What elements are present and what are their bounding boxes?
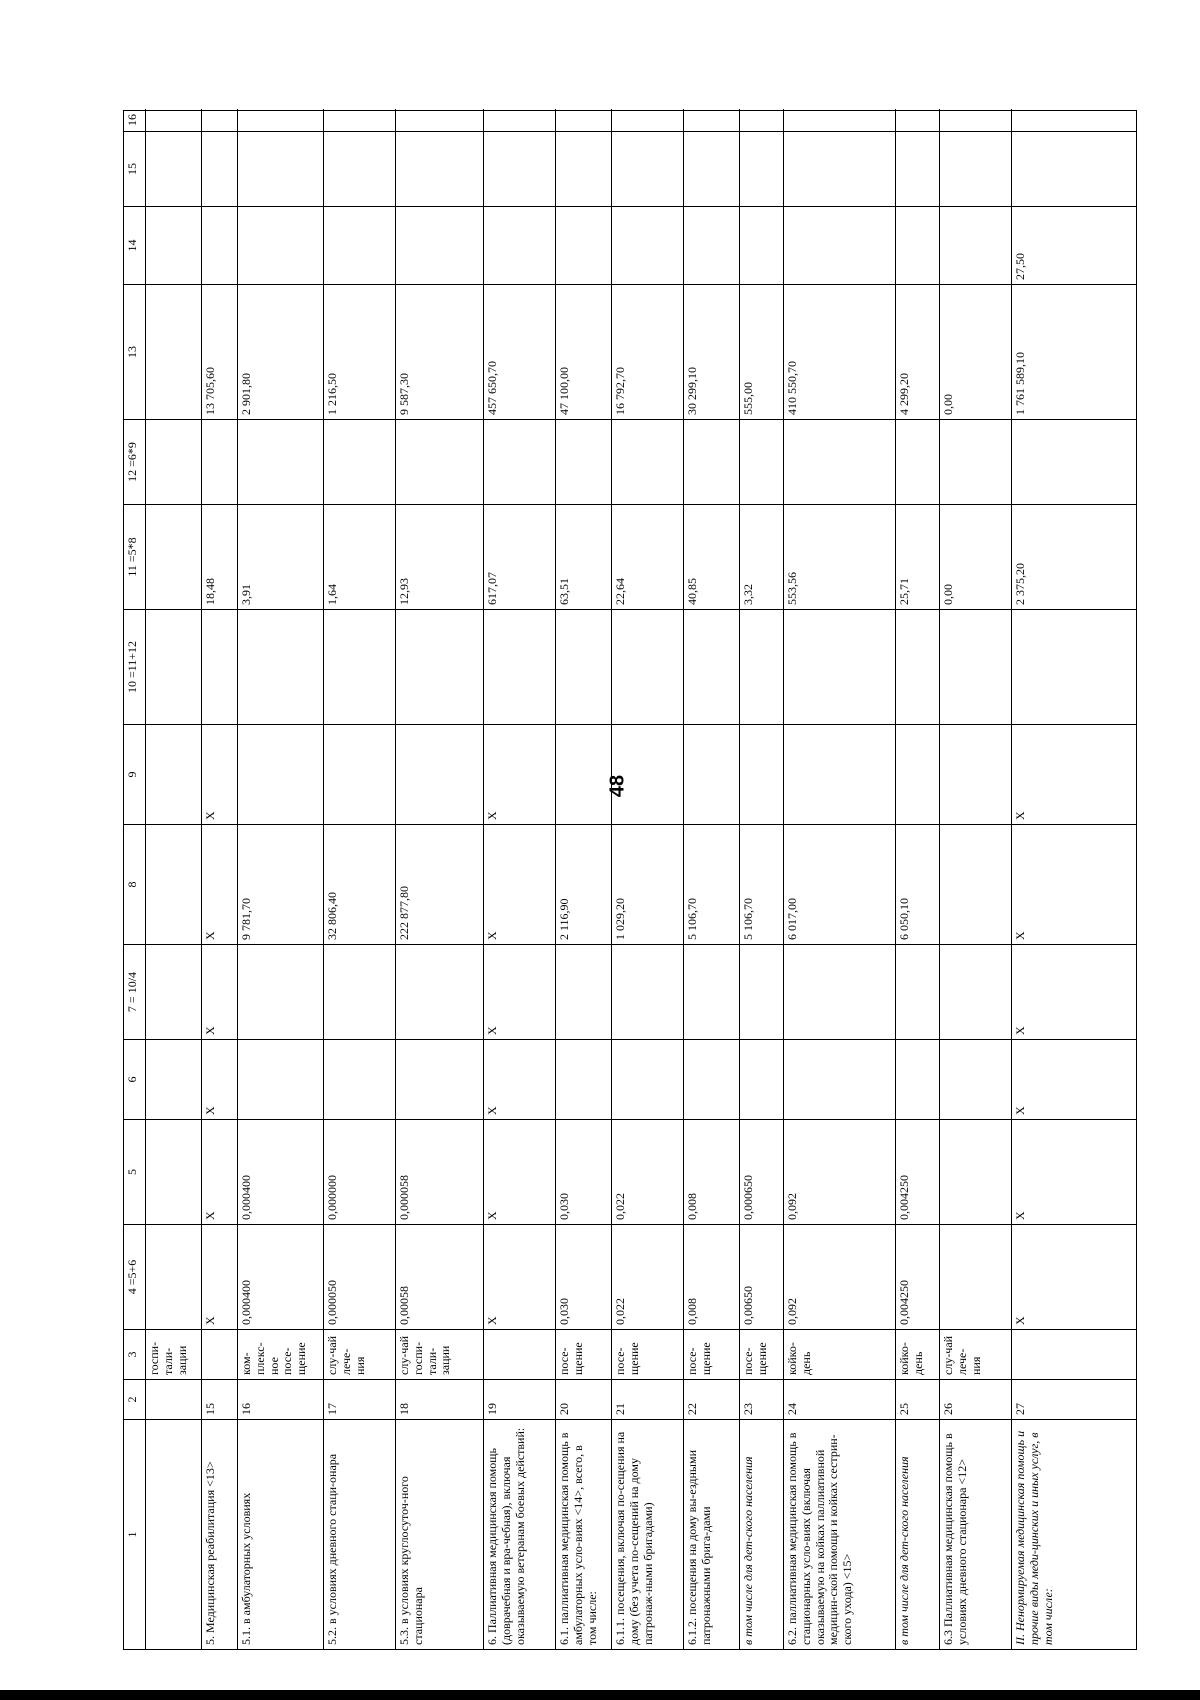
cell-col6 — [684, 1039, 739, 1119]
cell-col7 — [896, 944, 939, 1039]
cell-col4: X — [202, 1224, 237, 1329]
row-name: 6. Паллиативная медицинская помощь (доврачебная и вра-чебная), включая оказываемую ветеранам боевых действий: — [484, 1419, 555, 1649]
cell-col13: 9 587,30 — [396, 284, 483, 419]
header-cell: 2 — [124, 1379, 145, 1419]
cell-col16 — [612, 109, 683, 131]
cell-col10 — [896, 609, 939, 724]
cell-col7: X — [1012, 944, 1136, 1039]
header-cell: 11 =5*8 — [124, 504, 145, 609]
cell-col13: 16 792,70 — [612, 284, 683, 419]
cell-col15 — [940, 131, 1011, 206]
row-unit — [1012, 1329, 1136, 1379]
cell-col8: 6 017,00 — [784, 824, 895, 944]
cell-col12 — [202, 419, 237, 504]
cell-col6: X — [1012, 1039, 1136, 1119]
cell-col10 — [684, 609, 739, 724]
cell-col12 — [684, 419, 739, 504]
cell-col5: 0,030 — [556, 1119, 611, 1224]
cell-col9 — [896, 724, 939, 824]
cell-col10 — [784, 609, 895, 724]
row-unit — [484, 1329, 555, 1379]
cell-col10 — [324, 609, 395, 724]
table-row — [484, 109, 556, 1649]
cell-col14 — [612, 206, 683, 284]
row-line-number: 27 — [1012, 1379, 1136, 1419]
cell-col8: 222 877,80 — [396, 824, 483, 944]
table-row — [202, 109, 238, 1649]
cell-col5: 0,092 — [784, 1119, 895, 1224]
row-unit: койко-день — [784, 1329, 895, 1379]
row-line-number: 15 — [202, 1379, 237, 1419]
cell-col8 — [940, 824, 1011, 944]
cell-col8: 5 106,70 — [684, 824, 739, 944]
cell-col13: 457 650,70 — [484, 284, 555, 419]
cell-col13: 410 550,70 — [784, 284, 895, 419]
row-name: 5.3. в условиях круглосуточ-ного стационара — [396, 1419, 483, 1649]
cell-col11: 25,71 — [896, 504, 939, 609]
cell-col16 — [1012, 109, 1136, 131]
cell-col6 — [396, 1039, 483, 1119]
cell-col7 — [684, 944, 739, 1039]
cell-col11: 18,48 — [202, 504, 237, 609]
cell-col16 — [202, 109, 237, 131]
cell-col6 — [784, 1039, 895, 1119]
cell-col9 — [146, 724, 201, 824]
cell-col11: 617,07 — [484, 504, 555, 609]
cell-col7 — [612, 944, 683, 1039]
cell-col12 — [784, 419, 895, 504]
row-line-number: 22 — [684, 1379, 739, 1419]
header-cell: 14 — [124, 206, 145, 284]
cell-col16 — [740, 109, 783, 131]
cell-col7 — [396, 944, 483, 1039]
cell-col13: 13 705,60 — [202, 284, 237, 419]
row-unit — [202, 1329, 237, 1379]
cell-col14 — [684, 206, 739, 284]
cell-col13: 30 299,10 — [684, 284, 739, 419]
cell-col16 — [238, 109, 323, 131]
cell-col8: X — [202, 824, 237, 944]
cell-col12 — [238, 419, 323, 504]
data-table — [123, 110, 1137, 1650]
row-line-number: 18 — [396, 1379, 483, 1419]
cell-col5: X — [484, 1119, 555, 1224]
cell-col14 — [324, 206, 395, 284]
row-unit: ком-плекс-ное посе-щение — [238, 1329, 323, 1379]
page-number: 48 — [606, 774, 629, 798]
cell-col7: X — [202, 944, 237, 1039]
cell-col4: 0,00058 — [396, 1224, 483, 1329]
cell-col8: X — [1012, 824, 1136, 944]
cell-col16 — [784, 109, 895, 131]
cell-col12 — [556, 419, 611, 504]
row-name: в том числе для дет-ского населения — [896, 1419, 939, 1649]
cell-col9 — [684, 724, 739, 824]
cell-col11 — [146, 504, 201, 609]
cell-col6 — [324, 1039, 395, 1119]
cell-col14 — [740, 206, 783, 284]
cell-col12 — [740, 419, 783, 504]
cell-col6: X — [484, 1039, 555, 1119]
cell-col7 — [556, 944, 611, 1039]
row-line-number: 19 — [484, 1379, 555, 1419]
cell-col4: 0,000400 — [238, 1224, 323, 1329]
cell-col5: 0,000650 — [740, 1119, 783, 1224]
cell-col8: 6 050,10 — [896, 824, 939, 944]
cell-col11: 0,00 — [940, 504, 1011, 609]
header-cell: 13 — [124, 284, 145, 419]
cell-col14 — [940, 206, 1011, 284]
cell-col8 — [146, 824, 201, 944]
cell-col7 — [784, 944, 895, 1039]
cell-col4: 0,022 — [612, 1224, 683, 1329]
cell-col8: 5 106,70 — [740, 824, 783, 944]
header-cell: 4 =5+6 — [124, 1224, 145, 1329]
cell-col4: 0,030 — [556, 1224, 611, 1329]
cell-col15 — [684, 131, 739, 206]
cell-col12 — [396, 419, 483, 504]
header-cell: 1 — [124, 1419, 145, 1649]
row-line-number: 16 — [238, 1379, 323, 1419]
cell-col5: 0,000058 — [396, 1119, 483, 1224]
cell-col9 — [324, 724, 395, 824]
row-name: 5.2. в условиях дневного стаци-онара — [324, 1419, 395, 1649]
row-unit: госпи-тали-зации — [146, 1329, 201, 1379]
cell-col5: X — [202, 1119, 237, 1224]
cell-col5 — [146, 1119, 201, 1224]
row-name: 6.1.2. посещения на дому вы-ездными патронажными брига-дами — [684, 1419, 739, 1649]
cell-col10 — [484, 609, 555, 724]
cell-col6 — [740, 1039, 783, 1119]
table-row — [396, 109, 484, 1649]
row-line-number: 24 — [784, 1379, 895, 1419]
row-name: 5. Медицинская реабилитация <13> — [202, 1419, 237, 1649]
cell-col14: 27,50 — [1012, 206, 1136, 284]
cell-col4: 0,008 — [684, 1224, 739, 1329]
cell-col8: X — [484, 824, 555, 944]
cell-col5: 0,000000 — [324, 1119, 395, 1224]
cell-col13: 1 216,50 — [324, 284, 395, 419]
row-name: 6.3 Паллиативная медицинская помощь в условиях дневного стационара <12> — [940, 1419, 1011, 1649]
row-unit: посе-щение — [740, 1329, 783, 1379]
table-row — [1012, 109, 1136, 1649]
cell-col13: 2 901,80 — [238, 284, 323, 419]
cell-col9 — [238, 724, 323, 824]
cell-col8: 1 029,20 — [612, 824, 683, 944]
cell-col6 — [940, 1039, 1011, 1119]
row-unit: посе-щение — [684, 1329, 739, 1379]
cell-col5: 0,022 — [612, 1119, 683, 1224]
cell-col13: 47 100,00 — [556, 284, 611, 419]
cell-col14 — [784, 206, 895, 284]
cell-col9 — [612, 724, 683, 824]
table-row — [324, 109, 396, 1649]
cell-col7 — [324, 944, 395, 1039]
table-row — [612, 109, 684, 1649]
cell-col14 — [238, 206, 323, 284]
row-name: в том числе для дет-ского населения — [740, 1419, 783, 1649]
cell-col14 — [146, 206, 201, 284]
row-line-number: 25 — [896, 1379, 939, 1419]
header-cell: 8 — [124, 824, 145, 944]
cell-col9: X — [202, 724, 237, 824]
cell-col6 — [556, 1039, 611, 1119]
cell-col5: 0,008 — [684, 1119, 739, 1224]
cell-col9: X — [1012, 724, 1136, 824]
cell-col11: 2 375,20 — [1012, 504, 1136, 609]
table-row — [896, 109, 940, 1649]
row-name: II. Ненормируемая медицинская помощь и прочие виды меди-цинских и иных услуг, в том числе: — [1012, 1419, 1136, 1649]
cell-col16 — [396, 109, 483, 131]
cell-col10 — [556, 609, 611, 724]
cell-col8: 2 116,90 — [556, 824, 611, 944]
table-row — [740, 109, 784, 1649]
cell-col9 — [784, 724, 895, 824]
row-unit: посе-щение — [556, 1329, 611, 1379]
scan-bottom-edge — [0, 1690, 1200, 1700]
row-line-number: 23 — [740, 1379, 783, 1419]
cell-col10 — [238, 609, 323, 724]
cell-col12 — [612, 419, 683, 504]
header-cell: 6 — [124, 1039, 145, 1119]
cell-col6 — [238, 1039, 323, 1119]
cell-col16 — [146, 109, 201, 131]
cell-col9 — [396, 724, 483, 824]
cell-col15 — [202, 131, 237, 206]
cell-col11: 63,51 — [556, 504, 611, 609]
row-unit: слу-чай лече-ния — [940, 1329, 1011, 1379]
cell-col16 — [684, 109, 739, 131]
cell-col6 — [146, 1039, 201, 1119]
cell-col14 — [896, 206, 939, 284]
cell-col12 — [940, 419, 1011, 504]
cell-col11: 22,64 — [612, 504, 683, 609]
cell-col4: 0,000050 — [324, 1224, 395, 1329]
cell-col16 — [896, 109, 939, 131]
cell-col10 — [740, 609, 783, 724]
cell-col13: 0,00 — [940, 284, 1011, 419]
cell-col10 — [1012, 609, 1136, 724]
cell-col7 — [238, 944, 323, 1039]
cell-col15 — [612, 131, 683, 206]
header-cell: 3 — [124, 1329, 145, 1379]
table-row — [556, 109, 612, 1649]
cell-col14 — [556, 206, 611, 284]
cell-col9 — [940, 724, 1011, 824]
cell-col16 — [324, 109, 395, 131]
cell-col5: 0,000400 — [238, 1119, 323, 1224]
cell-col8: 9 781,70 — [238, 824, 323, 944]
cell-col12 — [146, 419, 201, 504]
cell-col7 — [940, 944, 1011, 1039]
cell-col15 — [146, 131, 201, 206]
cell-col5: 0,004250 — [896, 1119, 939, 1224]
table-header-row — [124, 109, 146, 1649]
cell-col10 — [612, 609, 683, 724]
row-unit: посе-щение — [612, 1329, 683, 1379]
cell-col13: 555,00 — [740, 284, 783, 419]
cell-col5: X — [1012, 1119, 1136, 1224]
cell-col16 — [484, 109, 555, 131]
cell-col11: 12,93 — [396, 504, 483, 609]
row-line-number: 21 — [612, 1379, 683, 1419]
row-unit: койко-день — [896, 1329, 939, 1379]
cell-col10 — [940, 609, 1011, 724]
row-unit: слу-чай лече-ния — [324, 1329, 395, 1379]
cell-col16 — [556, 109, 611, 131]
cell-col4: X — [1012, 1224, 1136, 1329]
cell-col14 — [396, 206, 483, 284]
cell-col14 — [202, 206, 237, 284]
cell-col13: 1 761 589,10 — [1012, 284, 1136, 419]
header-cell: 15 — [124, 131, 145, 206]
cell-col10 — [396, 609, 483, 724]
row-name: 6.1.1. посещения, включая по-сещения на дому (без учета по-сещений на дому патронаж-ными бригадами) — [612, 1419, 683, 1649]
header-cell: 7 = 10/4 — [124, 944, 145, 1039]
cell-col11: 553,56 — [784, 504, 895, 609]
table-row — [940, 109, 1012, 1649]
cell-col15 — [324, 131, 395, 206]
cell-col11: 40,85 — [684, 504, 739, 609]
row-line-number: 26 — [940, 1379, 1011, 1419]
header-cell: 12 =6*9 — [124, 419, 145, 504]
table-row — [784, 109, 896, 1649]
cell-col4: X — [484, 1224, 555, 1329]
cell-col15 — [238, 131, 323, 206]
cell-col7 — [740, 944, 783, 1039]
row-name — [146, 1419, 201, 1649]
cell-col9 — [740, 724, 783, 824]
cell-col6 — [896, 1039, 939, 1119]
cell-col4 — [146, 1224, 201, 1329]
cell-col15 — [784, 131, 895, 206]
cell-col13 — [146, 284, 201, 419]
header-cell: 9 — [124, 724, 145, 824]
cell-col4: 0,00650 — [740, 1224, 783, 1329]
cell-col7 — [146, 944, 201, 1039]
table-row — [684, 109, 740, 1649]
row-unit: слу-чай госпи-тали-зации — [396, 1329, 483, 1379]
cell-col11: 3,32 — [740, 504, 783, 609]
row-line-number — [146, 1379, 201, 1419]
cell-col6: X — [202, 1039, 237, 1119]
cell-col16 — [940, 109, 1011, 131]
row-name: 6.1. паллиативная медицинская помощь в амбулаторных усло-виях <14>, всего, в том числе: — [556, 1419, 611, 1649]
cell-col8: 32 806,40 — [324, 824, 395, 944]
header-cell: 10 =11+12 — [124, 609, 145, 724]
cell-col14 — [484, 206, 555, 284]
cell-col12 — [324, 419, 395, 504]
table-row — [238, 109, 324, 1649]
cell-col9: X — [484, 724, 555, 824]
cell-col6 — [612, 1039, 683, 1119]
table-row — [146, 109, 202, 1649]
cell-col4: 0,092 — [784, 1224, 895, 1329]
cell-col12 — [484, 419, 555, 504]
cell-col15 — [896, 131, 939, 206]
header-cell: 16 — [125, 114, 139, 126]
cell-col4 — [940, 1224, 1011, 1329]
cell-col15 — [740, 131, 783, 206]
row-line-number: 20 — [556, 1379, 611, 1419]
cell-col4: 0,004250 — [896, 1224, 939, 1329]
cell-col10 — [146, 609, 201, 724]
cell-col9 — [556, 724, 611, 824]
cell-col7: X — [484, 944, 555, 1039]
cell-col12 — [896, 419, 939, 504]
row-name: 5.1. в амбулаторных условиях — [238, 1419, 323, 1649]
cell-col11: 1,64 — [324, 504, 395, 609]
cell-col5 — [940, 1119, 1011, 1224]
row-name: 6.2. паллиативная медицинская помощь в стационарных усло-виях (включая оказываемую на койках паллиативной медицин-ской помощи и койках сестрин-ского ухода) <15> — [784, 1419, 895, 1649]
cell-col15 — [396, 131, 483, 206]
cell-col15 — [556, 131, 611, 206]
cell-col10 — [202, 609, 237, 724]
cell-col13: 4 299,20 — [896, 284, 939, 419]
row-line-number: 17 — [324, 1379, 395, 1419]
cell-col12 — [1012, 419, 1136, 504]
header-cell: 5 — [124, 1119, 145, 1224]
cell-col11: 3,91 — [238, 504, 323, 609]
cell-col15 — [484, 131, 555, 206]
cell-col15 — [1012, 131, 1136, 206]
